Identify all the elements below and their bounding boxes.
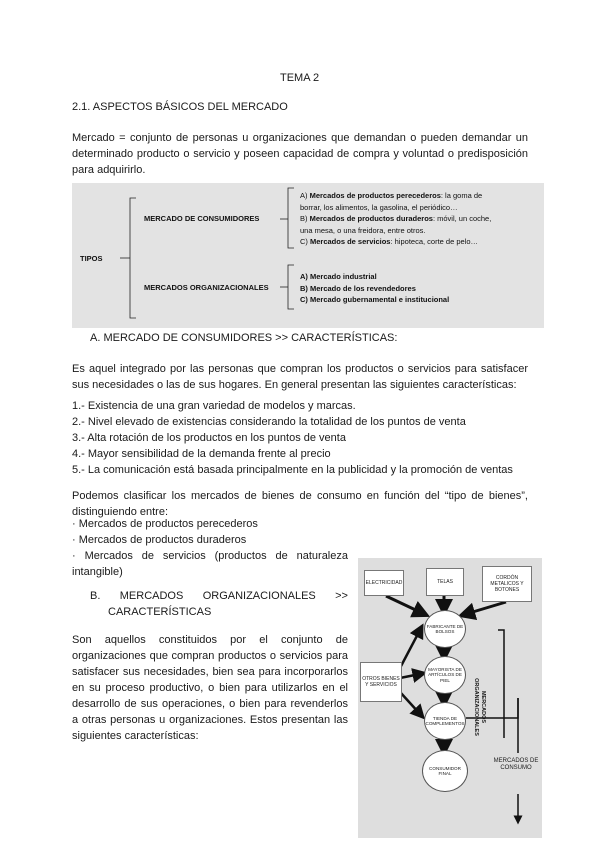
heading-line: CARACTERÍSTICAS <box>108 606 212 618</box>
org-market-label: MERCADOS ORGANIZACIONALES <box>144 283 269 292</box>
list-item: 5.- La comunicación está basada principalmente en la publicidad y la promoción de ventas <box>72 464 513 476</box>
org-market-list <box>300 271 449 306</box>
text-line: Podemos clasificar los mercados de bienes de consumo en función del “tipo de bienes”, <box>72 490 528 502</box>
list-item: B) Mercado de los revendedores <box>300 283 416 293</box>
consumer-market-paragraph <box>72 361 528 393</box>
org-market-paragraph <box>72 632 348 744</box>
organizational-markets-label: MERCADOS ORGANIZACIONALES <box>473 678 486 736</box>
consumer-market-list <box>300 190 491 248</box>
goods-bullet-list <box>72 516 348 580</box>
heading-line: B. MERCADOS ORGANIZACIONALES >> <box>90 590 348 602</box>
supply-chain-diagram <box>358 558 542 838</box>
list-item: 4.- Mayor sensibilidad de la demanda frente al precio <box>72 448 331 460</box>
text-line: siguientes características: <box>72 730 199 742</box>
consumer-markets-label: MERCADOS DE CONSUMO <box>493 758 539 771</box>
list-item: · Mercados de servicios (productos de naturaleza <box>72 550 348 562</box>
list-item: 1.- Existencia de una gran variedad de modelos y marcas. <box>72 400 356 412</box>
list-item: una mesa, o una freidora, entre otros. <box>300 225 426 235</box>
list-item: A) Mercados de productos perecederos: la goma de <box>300 191 483 200</box>
list-item: 3.- Alta rotación de los productos en los puntos de venta <box>72 432 346 444</box>
list-item: intangible) <box>72 566 123 578</box>
text-line: determinado producto o servicio y poseen capacidad de compra y voluntad o predisposición <box>72 148 528 160</box>
list-item: A) Mercado industrial <box>300 272 377 281</box>
text-line: satisfacer sus necesidades, bien sea para incorporarlos <box>72 666 348 678</box>
text-line: en su proceso productivo, o bien para utilizarlos en el <box>72 682 348 694</box>
characteristics-list <box>72 398 528 478</box>
text-line: desarrollo de sus operaciones, o bien para revenderlos <box>72 698 348 710</box>
text-line: Mercado = conjunto de personas u organizaciones que demandan o pueden demandar un <box>72 132 528 144</box>
leather-wholesaler-node: MAYORISTA DE ARTÍCULOS DE PIEL <box>424 656 466 694</box>
list-item: 2.- Nivel elevado de existencias considerando la totalidad de los puntos de venta <box>72 416 466 428</box>
consumer-market-label: MERCADO DE CONSUMIDORES <box>144 214 260 223</box>
text-line: Es aquel integrado por las personas que compran los productos o servicios para satisfacer <box>72 363 528 375</box>
tipos-label: TIPOS <box>80 254 103 263</box>
definition-paragraph <box>72 130 528 178</box>
list-item: B) Mercados de productos duraderos: móvil, un coche, <box>300 214 492 223</box>
text-line: sus necesidades o las de sus hogares. En general presentan las siguientes características: <box>72 379 517 391</box>
text-line: a otras personas u organizaciones. Estos presentan las <box>72 714 348 726</box>
page-heading: TEMA 2 <box>280 72 320 84</box>
list-item: · Mercados de productos duraderos <box>72 534 247 546</box>
text-line: organizaciones que compran productos o servicios para <box>72 650 348 662</box>
electricity-box: ELECTRICIDAD <box>364 570 404 596</box>
other-goods-box: OTROS BIENES Y SERVICIOS <box>360 662 402 702</box>
bag-maker-node: FABRICANTE DE BOLSOS <box>424 610 466 648</box>
list-item: · Mercados de productos perecederos <box>72 518 258 530</box>
accessories-shop-node: TIENDA DE COMPLEMENTOS <box>424 702 466 740</box>
heading-org-market <box>90 588 348 620</box>
list-item: C) Mercado gubernamental e institucional <box>300 295 450 304</box>
text-line: Son aquellos constituidos por el conjunto de <box>72 634 348 646</box>
text-line: para adquirirlo. <box>72 164 146 176</box>
section-title: 2.1. ASPECTOS BÁSICOS DEL MERCADO <box>72 101 288 113</box>
metal-buttons-box: CORDÓN METALICOS Y BOTONES <box>482 566 532 602</box>
list-item: C) Mercados de servicios: hipoteca, corte de pelo… <box>300 237 479 246</box>
fabrics-box: TELAS <box>426 568 464 596</box>
text-line: distinguiendo entre: <box>72 506 169 518</box>
heading-consumer-market: A. MERCADO DE CONSUMIDORES >> CARACTERÍSTICAS: <box>90 332 398 344</box>
final-consumer-node: CONSUMIDOR FINAL <box>422 750 468 792</box>
list-item: borrar, los alimentos, la gasolina, el periódico… <box>300 202 458 212</box>
market-types-diagram <box>72 183 544 328</box>
